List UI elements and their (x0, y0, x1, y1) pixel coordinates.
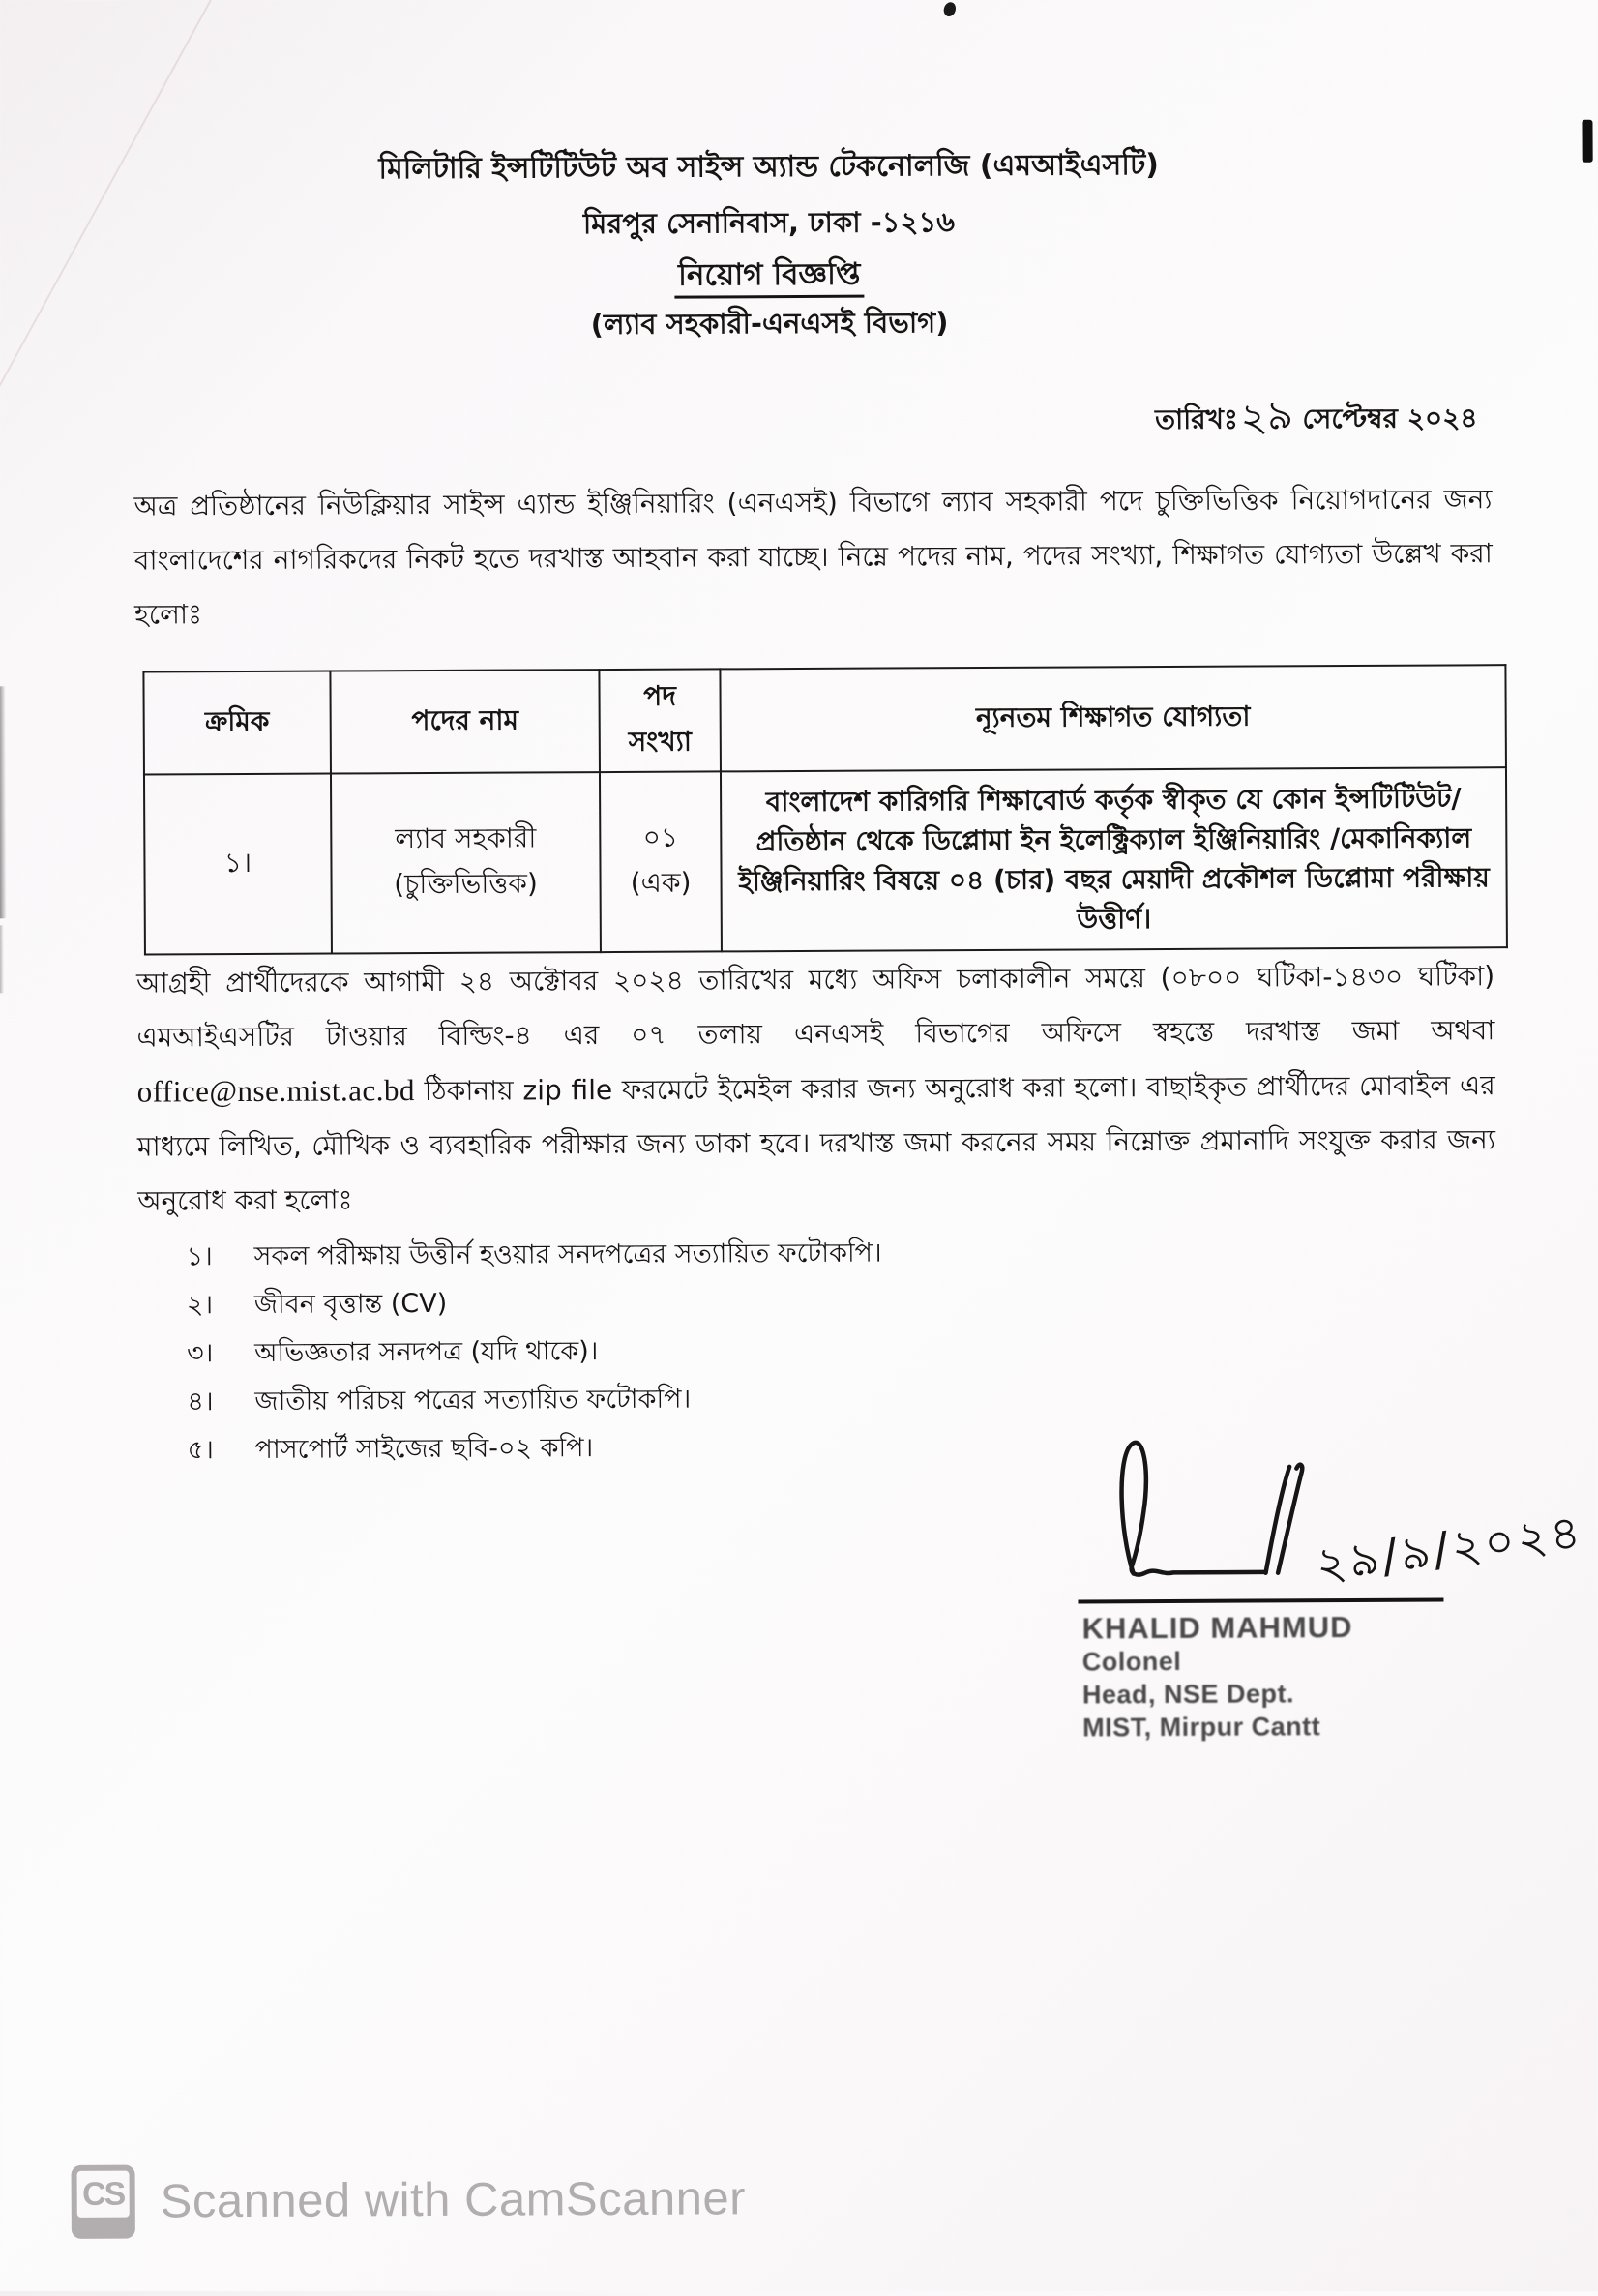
col-header-post-count: পদ সংখ্যা (599, 669, 721, 772)
cell-qualification: বাংলাদেশ কারিগরি শিক্ষাবোর্ড কর্তৃক স্বীকৃত যে কোন ইন্সটিটিউট/প্রতিষ্ঠান থেকে ডিপ্লোমা ইন ইলেক্ট্রিক্যাল ইঞ্জিনিয়ারিং /মেকানিক্যাল ইঞ্জিনিয়ারিং বিষয়ে ০৪ (চার) বছর মেয়াদী প্রকৌশল ডিপ্লোমা পরীক্ষায় উত্তীর্ণ। (721, 767, 1507, 951)
date-label: তারিখঃ (1154, 403, 1239, 436)
notice-title (189, 249, 1349, 305)
stamp-title: Head, NSE Dept. (1081, 1679, 1295, 1710)
list-item-number: ৩। (187, 1338, 214, 1369)
signature-handwriting (1093, 1427, 1355, 1602)
camscanner-footer (72, 2162, 747, 2239)
scan-artifact (1582, 120, 1592, 163)
date-month-year: সেপ্টেম্বর ২০২৪ (1302, 402, 1478, 435)
post-count: ০১ (642, 820, 679, 853)
scan-artifact (942, 1, 958, 18)
scan-artifact (0, 686, 7, 918)
col-header-qualification: ন্যূনতম শিক্ষাগত যোগ্যতা (720, 665, 1506, 771)
org-address: মিরপুর সেনানিবাস, ঢাকা -১২১৬ (582, 205, 956, 241)
intro-paragraph: অত্র প্রতিষ্ঠানের নিউক্লিয়ার সাইন্স এ্যান্ড ইঞ্জিনিয়ারিং (এনএসই) বিভাগে ল্যাব সহকারী পদে চুক্তিভিত্তিক নিয়োগদানের জন্য বাংলাদেশের নাগরিকদের নিকট হতে দরখাস্ত আহবান করা যাচ্ছে। নিম্নে পদের নাম, পদের সংখ্যা, শিক্ষাগত যোগ্যতা উল্লেখ করা হলোঃ (133, 483, 1493, 631)
table-row (144, 767, 1507, 954)
stamp-name: KHALID MAHMUD (1081, 1610, 1353, 1646)
list-item-text: জীবন বৃত্তান্ত (CV) (253, 1288, 448, 1320)
apply-paragraph (136, 949, 1495, 1228)
list-item (187, 1282, 1396, 1323)
notice-department: (ল্যাব সহকারী-এনএসই বিভাগ) (590, 306, 949, 342)
cell-post-name (331, 772, 601, 953)
camscanner-logo (72, 2165, 135, 2239)
list-item-number: ৪। (187, 1387, 214, 1417)
col-header-post-name: পদের নাম (330, 670, 600, 773)
list-item (187, 1234, 1396, 1274)
post-count-words: (এক) (630, 866, 692, 899)
list-item-number: ১। (186, 1241, 213, 1272)
cell-serial: ১। (144, 774, 332, 955)
list-item-number: ৫। (187, 1435, 214, 1466)
post-name: ল্যাব সহকারী (395, 821, 537, 855)
list-item-number: ২। (186, 1290, 214, 1321)
scan-artifact (0, 925, 4, 993)
date-line (1155, 381, 1478, 452)
apply-text-after-email: ঠিকানায় zip file ফরমেটে ইমেইল করার জন্য অনুরোধ করা হলো। বাছাইকৃত প্রার্থীদের মোবাইল এর মাধ্যমে লিখিত, মৌখিক ও ব্যবহারিক পরীক্ষার জন্য ডাকা হবে। দরখাস্ত জমা করনের সময় নিম্নোক্ত প্রমানাদি সংযুক্ত করার জন্য অনুরোধ করা হলোঃ (136, 1069, 1496, 1217)
table-header-row (143, 665, 1506, 774)
signature-date-handwritten: ২৯/৯/২০২৪ (1313, 1505, 1586, 1593)
list-item-text: অভিজ্ঞতার সনদপত্র (যদি থাকে)। (254, 1336, 599, 1368)
post-type: (চুক্তিভিত্তিক) (394, 867, 538, 901)
list-item (187, 1379, 1396, 1419)
camscanner-watermark-text: Scanned with CamScanner (160, 2172, 747, 2228)
list-item (187, 1330, 1396, 1371)
camscanner-logo-text: CS (81, 2175, 125, 2213)
date-day-handwritten: ২৯ (1237, 389, 1295, 443)
recruitment-table (142, 664, 1508, 955)
signature-stamp (1082, 1611, 1354, 1744)
signature-rule-line (1078, 1598, 1443, 1604)
list-item-text: সকল পরীক্ষায় উত্তীর্ন হওয়ার সনদপত্রের সত্যায়িত ফটোকপি। (253, 1237, 882, 1271)
cell-post-count (600, 771, 722, 952)
stamp-rank: Colonel (1081, 1646, 1182, 1677)
col-header-serial: ক্রমিক (143, 671, 331, 775)
camscanner-logo-inner (77, 2171, 130, 2218)
stamp-org: MIST, Mirpur Cantt (1082, 1712, 1321, 1743)
email-address: office@nse.mist.ac.bd (136, 1073, 416, 1109)
list-item-text: জাতীয় পরিচয় পত্রের সত্যায়িত ফটোকপি। (254, 1384, 692, 1416)
org-name: মিলিটারি ইন্সটিটিউট অব সাইন্স অ্যান্ড টেকনোলজি (এমআইএসটি) (378, 148, 1160, 187)
list-item-text: পাসপোর্ট সাইজের ছবি-০২ কপি। (254, 1433, 594, 1465)
notice-title-text: নিয়োগ বিজ্ঞপ্তি (674, 257, 865, 299)
apply-text-before-email: আগ্রহী প্রার্থীদেরকে আগামী ২৪ অক্টোবর ২০২৪ তারিখের মধ্যে অফিস চলাকালীন সময়ে (০৮০০ ঘটিকা-১৪৩০ ঘটিকা) এমআইএসটির টাওয়ার বিল্ডিং-৪ এর ০৭ তলায় এনএসই বিভাগের অফিসে স্বহস্তে দরখাস্ত জমা অথবা (136, 960, 1495, 1054)
